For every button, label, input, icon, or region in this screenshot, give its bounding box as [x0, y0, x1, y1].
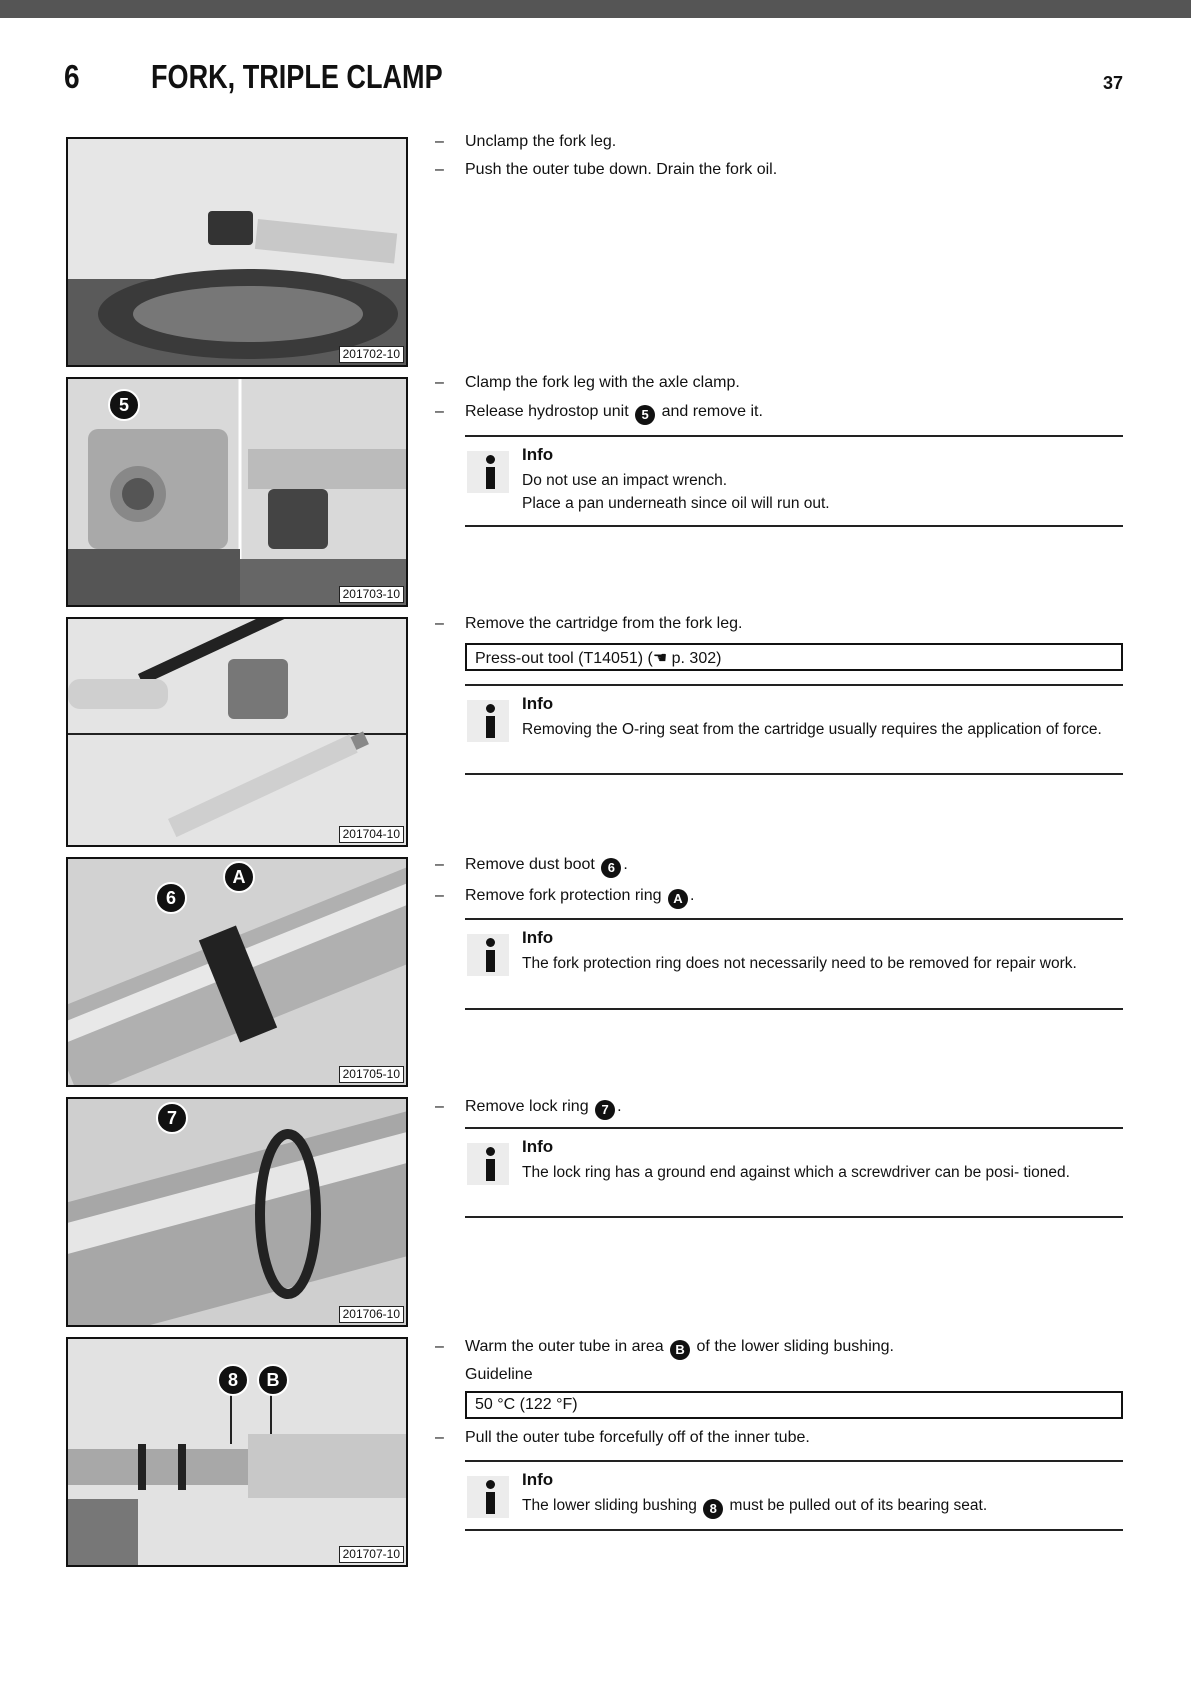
guideline-label: Guideline: [465, 1366, 533, 1383]
badge-A: A: [668, 889, 688, 909]
info-icon: [467, 1476, 509, 1518]
info-title: Info: [522, 928, 554, 947]
divider: [465, 918, 1123, 920]
info-text: The lower sliding bushing 8 must be pulled out of its bearing seat.: [522, 1494, 1122, 1519]
divider: [465, 525, 1123, 527]
tool-box: Press-out tool (T14051) (☚ p. 302): [465, 643, 1123, 671]
info-text: The fork protection ring does not necessarily need to be removed for repair work.: [522, 955, 1077, 972]
figure-photo: [66, 1097, 408, 1327]
figure-photo: [66, 617, 408, 847]
chapter-title: FORK, TRIPLE CLAMP: [151, 58, 443, 95]
badge-B: B: [670, 1340, 690, 1360]
callout-8: 8: [217, 1364, 249, 1396]
info-box: [465, 1137, 1123, 1207]
divider: [465, 1216, 1123, 1218]
divider: [465, 1008, 1123, 1010]
info-text: Removing the O-ring seat from the cartridge usually requires the application of force.: [522, 721, 1102, 738]
info-text: The lock ring has a ground end against which a screwdriver can be posi- tioned.: [522, 1164, 1070, 1181]
info-icon: [467, 700, 509, 742]
figure-id: 201703-10: [339, 586, 404, 603]
info-icon: [467, 934, 509, 976]
info-title: Info: [522, 694, 554, 713]
info-box: [465, 1470, 1123, 1530]
figure-id: 201707-10: [339, 1546, 404, 1563]
badge-7: 7: [595, 1100, 615, 1120]
figure-id: 201702-10: [339, 346, 404, 363]
figure-id: 201704-10: [339, 826, 404, 843]
info-title: Info: [522, 445, 554, 464]
info-box: [465, 928, 1123, 998]
figure-id: 201706-10: [339, 1306, 404, 1323]
info-box: [465, 694, 1123, 764]
divider: [465, 435, 1123, 437]
divider: [465, 1529, 1123, 1531]
chapter-number: 6: [64, 58, 80, 95]
badge-8: 8: [703, 1499, 723, 1519]
callout-A: A: [223, 861, 255, 893]
info-icon: [467, 451, 509, 493]
top-bar: [0, 0, 1191, 18]
badge-6: 6: [601, 858, 621, 878]
guideline-value: 50 °C (122 °F): [465, 1391, 1123, 1419]
divider: [465, 1127, 1123, 1129]
badge-5: 5: [635, 405, 655, 425]
callout-B: B: [257, 1364, 289, 1396]
divider: [465, 773, 1123, 775]
divider: [465, 684, 1123, 686]
fork-drain-photo: [68, 139, 408, 367]
dust-boot-photo: [68, 859, 408, 1087]
info-icon: [467, 1143, 509, 1185]
figure-photo: [66, 1337, 408, 1567]
figure-photo: [66, 377, 408, 607]
page-number: 37: [1103, 73, 1124, 93]
info-text: Do not use an impact wrench. Place a pan underneath since oil will run out.: [522, 472, 830, 512]
info-box: [465, 445, 1123, 515]
figure-photo: [66, 137, 408, 367]
figure-photo: [66, 857, 408, 1087]
info-title: Info: [522, 1470, 554, 1489]
figure-id: 201705-10: [339, 1066, 404, 1083]
callout-7: 7: [156, 1102, 188, 1134]
lock-ring-photo: [68, 1099, 408, 1327]
info-title: Info: [522, 1137, 554, 1156]
callout-6: 6: [155, 882, 187, 914]
cartridge-photo: [68, 619, 408, 847]
callout-5: 5: [108, 389, 140, 421]
divider: [465, 1460, 1123, 1462]
